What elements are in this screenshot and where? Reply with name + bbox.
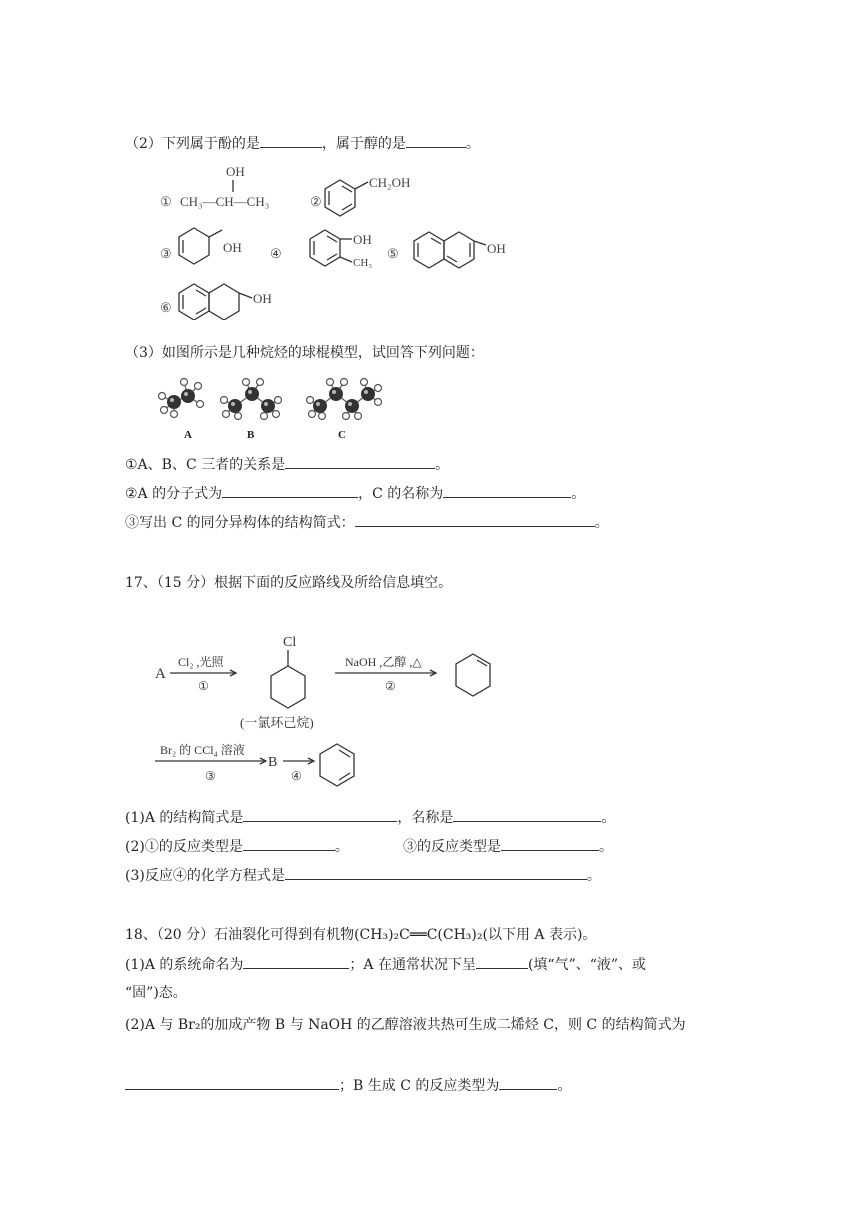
q16-part2-text-b: ，属于醇的是 [321, 136, 406, 152]
label-1: ① [160, 194, 172, 209]
label-2: ② [310, 194, 322, 209]
scheme-r2-top: NaOH ,乙醇 ,△ [345, 655, 422, 669]
equation-answer-blank[interactable] [285, 866, 587, 880]
relation-answer-blank[interactable] [285, 455, 435, 469]
q16-part2-text-a: （2）下列属于酚的是 [125, 136, 260, 152]
label-6: ⑥ [160, 300, 172, 315]
q17-1-line [125, 808, 615, 827]
scheme-name1: (一氯环己烷) [240, 715, 314, 730]
scheme-r3-top: Br₂ 的 CCl₄ 溶液 [160, 743, 245, 757]
alcohol-answer-blank[interactable] [406, 134, 466, 148]
q16-3-2-text-b: ，C 的名称为 [358, 486, 444, 502]
q16-part3-text: （3）如图所示是几种烷烃的球棍模型，试回答下列问题： [125, 345, 484, 361]
a-state-answer-blank[interactable] [476, 955, 528, 969]
q16-3-2-text-a: ②A 的分子式为 [125, 486, 223, 502]
struct6-group: OH [253, 291, 272, 306]
a-systematic-name-blank[interactable] [243, 955, 349, 969]
q17-2b-line [403, 837, 613, 856]
scheme-b: B [268, 755, 278, 770]
q18-1-text-c: (填“气”、“液”、或 [527, 957, 647, 973]
struct5-group: OH [487, 241, 506, 256]
reaction1-type-blank[interactable] [243, 837, 335, 851]
model-b-label: B [247, 429, 255, 441]
struct1-oh: OH [226, 164, 245, 179]
b-to-c-type-blank[interactable] [499, 1076, 557, 1090]
q17-1-text-a: (1)A 的结构简式是 [125, 810, 244, 826]
scheme-r1-num: ① [198, 679, 209, 693]
q18-2-text-c: 。 [557, 1078, 572, 1094]
model-c-label: C [338, 429, 346, 441]
q16-part2-line [125, 134, 480, 153]
q16-3-1-text-a: ①A、B、C 三者的关系是 [125, 457, 286, 473]
q16-3-3-line [125, 513, 609, 532]
phenol-alcohol-structures [150, 160, 530, 320]
phenol-answer-blank[interactable] [260, 134, 322, 148]
c-structure-answer-blank[interactable] [125, 1076, 339, 1090]
a-name-answer-blank[interactable] [453, 808, 601, 822]
q16-3-2-text-c: 。 [571, 486, 586, 502]
q17-2-text-c: ③的反应类型是 [403, 839, 501, 855]
q16-3-2-line [125, 484, 585, 503]
q18-1-text-a: (1)A 的系统命名为 [125, 957, 244, 973]
struct1-chain: CH₃—CH—CH₃ [180, 194, 270, 209]
q16-3-1-line [125, 455, 449, 474]
q18-2-text-b: ；B 生成 C 的反应类型为 [339, 1078, 500, 1094]
scheme-r3-num: ③ [205, 769, 216, 783]
q17-3-text-b: 。 [586, 868, 601, 884]
q17-1-text-c: 。 [601, 810, 616, 826]
scheme-r2-num: ② [385, 679, 396, 693]
label-3: ③ [160, 246, 172, 261]
q17-2-text-b: 。 [334, 839, 349, 855]
scheme-r1-top: Cl₂ ,光照 [178, 655, 224, 669]
ball-stick-models [150, 372, 390, 442]
q17-2-text-d: 。 [599, 839, 613, 855]
struct2-group: CH₂OH [369, 175, 411, 190]
q16-3-1-text-b: 。 [435, 457, 450, 473]
q16-3-3-text-a: ③写出 C 的同分异构体的结构简式： [125, 515, 355, 531]
a-structure-answer-blank[interactable] [243, 808, 397, 822]
isomer-answer-blank[interactable] [355, 513, 595, 527]
q16-part2-text-c: 。 [465, 136, 480, 152]
q17-3-text-a: (3)反应④的化学方程式是 [125, 868, 285, 884]
q18-2-line2 [125, 1076, 571, 1095]
c-name-answer-blank[interactable] [443, 484, 571, 498]
model-a-label: A [184, 429, 192, 441]
label-4: ④ [270, 246, 282, 261]
reaction-scheme [150, 628, 510, 798]
scheme-cl: Cl [283, 635, 297, 650]
q18-1-text-b: ；A 在通常状况下呈 [349, 957, 476, 973]
q16-3-3-text-b: 。 [594, 515, 609, 531]
formula-answer-blank[interactable] [222, 484, 358, 498]
q17-title: 17、（15 分）根据下面的反应路线及所给信息填空。 [125, 575, 453, 591]
q17-2-line [125, 837, 349, 856]
struct3-group: OH [223, 240, 242, 255]
q18-2-line1: (2)A 与 Br₂的加成产物 B 与 NaOH 的乙醇溶液共热可生成二烯烃 C，则 C 的结构简式为 [125, 1017, 686, 1033]
struct4-ch3: CH₃ [353, 257, 373, 269]
q17-2-text-a: (2)①的反应类型是 [125, 839, 243, 855]
q17-1-text-b: ，名称是 [397, 810, 454, 826]
q18-1-continued: “固”)态。 [125, 985, 187, 1001]
q17-3-line [125, 866, 601, 885]
scheme-r4-num: ④ [291, 769, 302, 783]
reaction3-type-blank[interactable] [501, 837, 599, 851]
q18-title: 18、（20 分）石油裂化可得到有机物(CH₃)₂C══C(CH₃)₂(以下用 A 表示)。 [125, 927, 597, 943]
scheme-start-a: A [155, 666, 166, 682]
q18-1-line [125, 955, 646, 974]
label-5: ⑤ [387, 246, 399, 261]
struct4-oh: OH [353, 232, 372, 247]
